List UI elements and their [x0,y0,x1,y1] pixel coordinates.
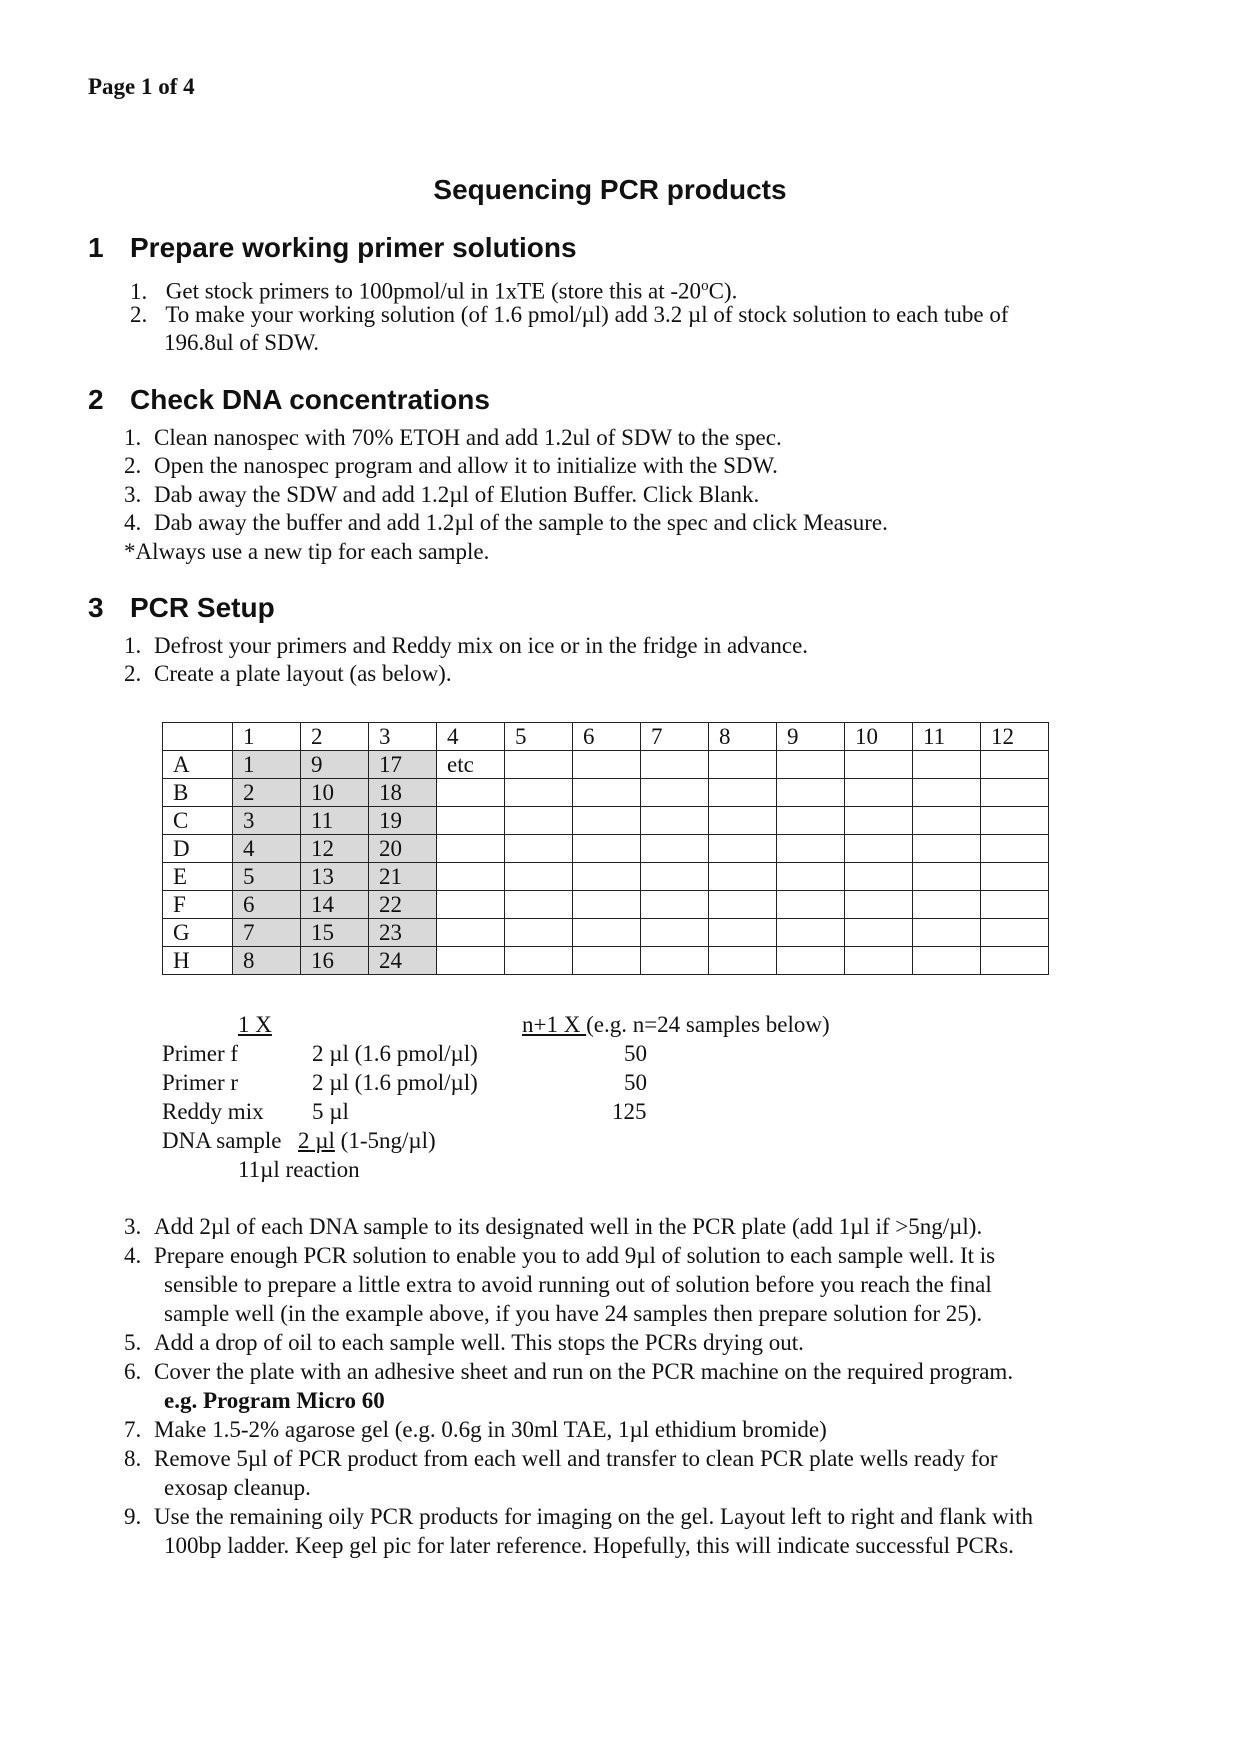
plate-cell [777,947,845,975]
section-number: 1 [88,232,104,263]
plate-cell [641,947,709,975]
plate-cell: 20 [369,835,437,863]
mix-row-total: 125 [612,1099,647,1124]
plate-column-header: 5 [505,723,573,751]
mix-row-amount: 5 µl [312,1099,349,1124]
mix-header-n1x: n+1 X (e.g. n=24 samples below) [522,1012,830,1037]
section-title: Check DNA concentrations [130,384,490,415]
plate-row [163,779,1049,807]
plate-cell [505,863,573,891]
section-2-heading: 2 Check DNA concentrations [88,384,490,415]
plate-cell [845,863,913,891]
list-item: 4. Prepare enough PCR solution to enable you to add 9µl of solution to each sample well. It is [124,1243,996,1268]
plate-cell [845,891,913,919]
plate-cell [913,891,981,919]
plate-cell [437,779,505,807]
plate-cell [777,835,845,863]
plate-cell [709,779,777,807]
plate-column-header: 11 [913,723,981,751]
plate-cell [845,835,913,863]
plate-cell [913,863,981,891]
plate-cell: 15 [301,919,369,947]
list-item-continuation: 100bp ladder. Keep gel pic for later reference. Hopefully, this will indicate successful PCRs. [164,1533,1014,1558]
plate-cell [573,891,641,919]
plate-cell [777,751,845,779]
plate-cell: 3 [233,807,301,835]
plate-cell [981,947,1049,975]
plate-cell [437,891,505,919]
plate-cell [913,807,981,835]
mix-row-amount: 2 µl (1.6 pmol/µl) [312,1041,478,1066]
plate-corner-cell [163,723,233,751]
list-item-continuation: sensible to prepare a little extra to avoid running out of solution before you reach the final [164,1272,992,1297]
plate-row [163,947,1049,975]
plate-cell [437,919,505,947]
list-item: 5. Add a drop of oil to each sample well. This stops the PCRs drying out. [124,1330,804,1355]
plate-cell [777,807,845,835]
plate-cell [981,891,1049,919]
plate-cell [981,919,1049,947]
plate-cell [641,863,709,891]
list-item: 7. Make 1.5-2% agarose gel (e.g. 0.6g in 30ml TAE, 1µl ethidium bromide) [124,1417,827,1442]
plate-cell [573,807,641,835]
plate-cell: 13 [301,863,369,891]
plate-cell: 7 [233,919,301,947]
plate-row-label: D [163,835,233,863]
plate-cell [573,835,641,863]
mix-row-name: Primer r [162,1070,239,1095]
plate-column-header: 8 [709,723,777,751]
plate-cell [505,807,573,835]
plate-cell [641,891,709,919]
plate-cell: 18 [369,779,437,807]
plate-cell [913,779,981,807]
list-item: 2. To make your working solution (of 1.6 pmol/µl) add 3.2 µl of stock solution to each tube of [130,302,1009,327]
plate-row [163,807,1049,835]
plate-cell [573,947,641,975]
plate-header-row [163,723,1049,751]
plate-cell [981,807,1049,835]
plate-cell: 17 [369,751,437,779]
plate-cell [573,919,641,947]
plate-cell [913,751,981,779]
plate-cell: 16 [301,947,369,975]
plate-cell [505,779,573,807]
plate-cell: 22 [369,891,437,919]
mix-row-amount: 2 µl (1.6 pmol/µl) [312,1070,478,1095]
list-item: 3. Add 2µl of each DNA sample to its designated well in the PCR plate (add 1µl if >5ng/µl). [124,1214,983,1239]
mix-row-total: 50 [624,1041,647,1066]
section-title: PCR Setup [130,592,275,623]
plate-cell [437,947,505,975]
plate-cell [981,751,1049,779]
plate-cell [777,891,845,919]
plate-cell [505,919,573,947]
list-item: 2. Create a plate layout (as below). [124,661,452,686]
section-title: Prepare working primer solutions [130,232,577,263]
mix-total-reaction: 11µl reaction [238,1157,360,1182]
document-title: Sequencing PCR products [433,174,787,205]
plate-cell [777,863,845,891]
list-item: 3. Dab away the SDW and add 1.2µl of Elution Buffer. Click Blank. [124,482,760,507]
plate-row [163,863,1049,891]
plate-cell [573,863,641,891]
plate-cell [505,947,573,975]
mix-row-amount: 2 µl (1-5ng/µl) [298,1128,436,1153]
plate-cell [505,891,573,919]
mix-row-name: DNA sample [162,1128,282,1153]
plate-cell: 9 [301,751,369,779]
mix-row-name: Primer f [162,1041,239,1066]
plate-cell: 23 [369,919,437,947]
plate-column-header: 4 [437,723,505,751]
plate-cell [709,919,777,947]
plate-cell: 21 [369,863,437,891]
mix-row-total: 50 [624,1070,647,1095]
plate-cell [641,751,709,779]
list-item: 6. Cover the plate with an adhesive sheet and run on the PCR machine on the required program. [124,1359,1014,1384]
plate-cell: 12 [301,835,369,863]
plate-cell [709,807,777,835]
plate-cell: 6 [233,891,301,919]
plate-cell: etc [437,751,505,779]
plate-cell [709,863,777,891]
plate-cell [981,835,1049,863]
plate-row-label: G [163,919,233,947]
plate-cell [505,835,573,863]
list-item: 4. Dab away the buffer and add 1.2µl of the sample to the spec and click Measure. [124,510,888,535]
plate-cell [777,919,845,947]
plate-cell: 24 [369,947,437,975]
plate-cell [913,919,981,947]
plate-column-header: 7 [641,723,709,751]
plate-row-label: A [163,751,233,779]
plate-cell [845,779,913,807]
plate-cell [845,751,913,779]
plate-cell [913,947,981,975]
plate-column-header: 10 [845,723,913,751]
plate-cell: 11 [301,807,369,835]
plate-cell: 1 [233,751,301,779]
plate-row [163,919,1049,947]
plate-row-label: H [163,947,233,975]
plate-row-label: E [163,863,233,891]
list-item: 1. Clean nanospec with 70% ETOH and add 1.2ul of SDW to the spec. [124,425,782,450]
list-item: 1. Defrost your primers and Reddy mix on ice or in the fridge in advance. [124,633,809,658]
plate-cell [437,835,505,863]
note: *Always use a new tip for each sample. [124,539,490,564]
plate-cell [981,863,1049,891]
plate-column-header: 9 [777,723,845,751]
plate-cell [913,835,981,863]
plate-cell [709,751,777,779]
plate-layout-table [162,722,1049,975]
plate-cell: 2 [233,779,301,807]
program-name: e.g. Program Micro 60 [164,1388,385,1413]
plate-row-label: C [163,807,233,835]
plate-cell [981,779,1049,807]
list-item-continuation: 196.8ul of SDW. [164,330,320,355]
plate-column-header: 12 [981,723,1049,751]
plate-cell: 5 [233,863,301,891]
plate-cell [709,835,777,863]
plate-cell [709,947,777,975]
list-item: 8. Remove 5µl of PCR product from each well and transfer to clean PCR plate wells ready for [124,1446,998,1471]
plate-cell [573,751,641,779]
section-3-heading: 3 PCR Setup [88,592,275,623]
plate-cell: 14 [301,891,369,919]
list-item: 2. Open the nanospec program and allow it to initialize with the SDW. [124,453,778,478]
list-item: 1. Get stock primers to 100pmol/ul in 1xTE (store this at -20$^o$C). [130,278,738,304]
plate-cell: 10 [301,779,369,807]
plate-row [163,835,1049,863]
plate-column-header: 6 [573,723,641,751]
mix-row-name: Reddy mix [162,1099,264,1124]
plate-column-header: 3 [369,723,437,751]
plate-row-label: B [163,779,233,807]
plate-cell: 19 [369,807,437,835]
plate-column-header: 1 [233,723,301,751]
mix-header-1x: 1 X [238,1012,272,1037]
plate-cell [641,835,709,863]
plate-cell [505,751,573,779]
list-item-continuation: sample well (in the example above, if you have 24 samples then prepare solution for 25). [164,1301,983,1326]
list-item-continuation: exosap cleanup. [164,1475,311,1500]
plate-cell [641,807,709,835]
plate-cell [777,779,845,807]
plate-column-header: 2 [301,723,369,751]
plate-row-label: F [163,891,233,919]
plate-cell [573,779,641,807]
section-1-heading [88,232,577,264]
plate-cell [845,919,913,947]
plate-cell [437,863,505,891]
plate-cell [709,891,777,919]
page-number: Page 1 of 4 [88,74,195,99]
plate-row [163,891,1049,919]
plate-row [163,751,1049,779]
plate-cell: 8 [233,947,301,975]
plate-cell: 4 [233,835,301,863]
plate-cell [641,779,709,807]
plate-cell [845,807,913,835]
list-item: 9. Use the remaining oily PCR products for imaging on the gel. Layout left to right and flank with [124,1504,1033,1529]
plate-cell [641,919,709,947]
plate-cell [845,947,913,975]
plate-cell [437,807,505,835]
